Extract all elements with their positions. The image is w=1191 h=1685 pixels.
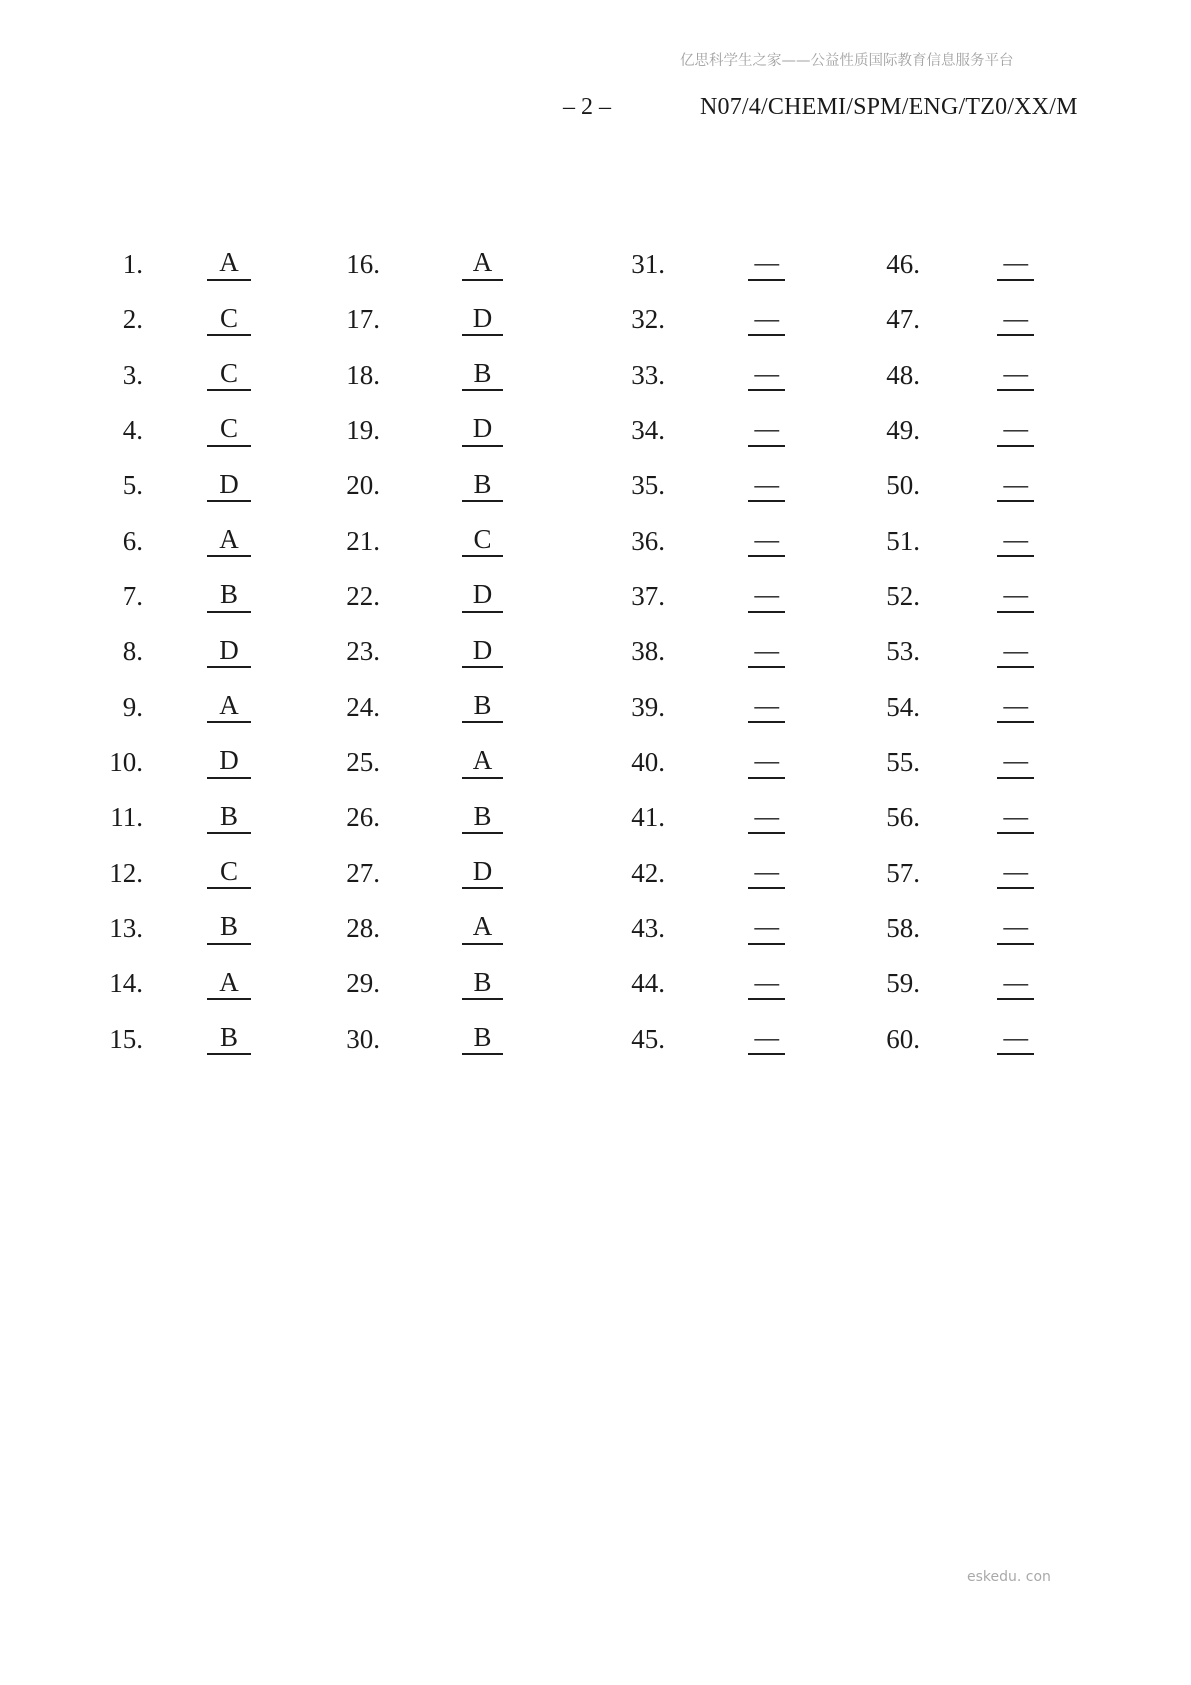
blank-dash: – (1003, 966, 1028, 997)
blank-dash: – (754, 745, 779, 776)
blank-dash: – (1003, 911, 1028, 942)
question-number: 16. (346, 249, 380, 280)
answer-blank (997, 857, 1034, 889)
answer-value: D (207, 636, 251, 668)
watermark: eskedu. con (967, 1569, 1051, 1585)
blank-dash: – (1003, 634, 1028, 665)
answer-blank (748, 968, 785, 1000)
question-number: 59. (886, 968, 920, 999)
answer-row (300, 458, 503, 513)
answer-row (585, 790, 785, 845)
blank-dash: – (754, 1022, 779, 1053)
question-number: 11. (110, 802, 143, 833)
answer-value: D (462, 636, 503, 668)
question-number: 41. (631, 802, 665, 833)
question-number: 13. (109, 913, 143, 944)
answer-row (585, 514, 785, 569)
answer-value: A (462, 746, 503, 778)
question-number: 23. (346, 636, 380, 667)
answer-value: C (462, 525, 503, 557)
question-number: 21. (346, 525, 380, 556)
answer-row (63, 403, 251, 458)
answer-row (300, 403, 503, 458)
answer-row (63, 292, 251, 347)
answer-row (840, 458, 1034, 513)
answer-row (63, 458, 251, 513)
question-number: 24. (346, 691, 380, 722)
answer-row (300, 237, 503, 292)
page-number: – 2 – (563, 94, 611, 120)
question-number: 38. (631, 636, 665, 667)
answer-blank (748, 248, 785, 280)
answer-row (585, 1012, 785, 1067)
answer-value: A (207, 525, 251, 557)
answer-blank (748, 414, 785, 446)
answer-value: B (462, 359, 503, 391)
blank-dash: – (754, 856, 779, 887)
answer-blank (997, 968, 1034, 1000)
answer-row (300, 624, 503, 679)
answer-row (840, 237, 1034, 292)
answer-row (840, 569, 1034, 624)
answer-row (300, 1012, 503, 1067)
question-number: 5. (122, 470, 143, 501)
blank-dash: – (1003, 579, 1028, 610)
blank-dash: – (754, 966, 779, 997)
answer-value: B (462, 691, 503, 723)
answer-blank (748, 691, 785, 723)
question-number: 3. (122, 359, 143, 390)
question-number: 9. (122, 691, 143, 722)
answer-row (840, 735, 1034, 790)
answer-value: C (207, 359, 251, 391)
question-number: 20. (346, 470, 380, 501)
answer-value: B (207, 580, 251, 612)
question-number: 4. (122, 415, 143, 446)
answer-blank (748, 746, 785, 778)
answer-value: B (207, 912, 251, 944)
answer-row (585, 348, 785, 403)
answer-blank (748, 1023, 785, 1055)
question-number: 14. (109, 968, 143, 999)
question-number: 6. (122, 525, 143, 556)
answer-value: A (462, 912, 503, 944)
blank-dash: – (1003, 745, 1028, 776)
question-number: 12. (109, 857, 143, 888)
answer-row (63, 569, 251, 624)
answer-row (63, 956, 251, 1011)
question-number: 40. (631, 747, 665, 778)
question-number: 22. (346, 581, 380, 612)
question-number: 50. (886, 470, 920, 501)
site-banner: 亿思科学生之家——公益性质国际教育信息服务平台 (680, 53, 1014, 69)
blank-dash: – (1003, 856, 1028, 887)
answer-row (63, 237, 251, 292)
answer-row (300, 846, 503, 901)
answer-value: A (207, 248, 251, 280)
answer-value: D (207, 746, 251, 778)
answer-blank (997, 580, 1034, 612)
answer-row (63, 901, 251, 956)
answer-row (63, 514, 251, 569)
answer-blank (997, 359, 1034, 391)
question-number: 7. (122, 581, 143, 612)
answer-row (585, 237, 785, 292)
answer-row (585, 458, 785, 513)
answer-row (840, 846, 1034, 901)
question-number: 31. (631, 249, 665, 280)
answer-column-2 (300, 237, 503, 1067)
answer-blank (997, 746, 1034, 778)
question-number: 26. (346, 802, 380, 833)
blank-dash: – (754, 690, 779, 721)
answer-value: D (207, 470, 251, 502)
answer-row (63, 624, 251, 679)
question-number: 48. (886, 359, 920, 390)
answer-blank (997, 525, 1034, 557)
answer-value: C (207, 857, 251, 889)
blank-dash: – (754, 524, 779, 555)
question-number: 8. (122, 636, 143, 667)
answer-value: B (462, 968, 503, 1000)
answer-row (300, 680, 503, 735)
question-number: 51. (886, 525, 920, 556)
answer-blank (997, 636, 1034, 668)
question-number: 29. (346, 968, 380, 999)
answer-row (585, 680, 785, 735)
blank-dash: – (754, 247, 779, 278)
question-number: 58. (886, 913, 920, 944)
question-number: 15. (109, 1023, 143, 1054)
answer-row (585, 292, 785, 347)
paper-code: N07/4/CHEMI/SPM/ENG/TZ0/XX/M (700, 94, 1078, 120)
answer-row (840, 680, 1034, 735)
answer-value: B (462, 1023, 503, 1055)
answer-blank (748, 802, 785, 834)
answer-blank (748, 912, 785, 944)
question-number: 55. (886, 747, 920, 778)
question-number: 52. (886, 581, 920, 612)
blank-dash: – (754, 413, 779, 444)
blank-dash: – (1003, 247, 1028, 278)
question-number: 2. (122, 304, 143, 335)
blank-dash: – (754, 579, 779, 610)
answer-blank (997, 470, 1034, 502)
answer-row (840, 403, 1034, 458)
answer-blank (748, 636, 785, 668)
question-number: 42. (631, 857, 665, 888)
blank-dash: – (1003, 413, 1028, 444)
blank-dash: – (1003, 358, 1028, 389)
answer-row (585, 735, 785, 790)
question-number: 17. (346, 304, 380, 335)
answer-row (840, 790, 1034, 845)
question-number: 53. (886, 636, 920, 667)
question-number: 39. (631, 691, 665, 722)
question-number: 56. (886, 802, 920, 833)
question-number: 60. (886, 1023, 920, 1054)
answer-row (840, 1012, 1034, 1067)
blank-dash: – (1003, 690, 1028, 721)
question-number: 47. (886, 304, 920, 335)
answer-row (300, 735, 503, 790)
answer-value: D (462, 304, 503, 336)
blank-dash: – (754, 302, 779, 333)
answer-column-1 (63, 237, 251, 1067)
answer-value: D (462, 580, 503, 612)
answer-value: B (207, 802, 251, 834)
answer-blank (997, 248, 1034, 280)
answer-blank (748, 857, 785, 889)
answer-row (840, 624, 1034, 679)
blank-dash: – (1003, 524, 1028, 555)
answer-value: A (462, 248, 503, 280)
answer-value: D (462, 857, 503, 889)
answer-blank (748, 580, 785, 612)
answer-row (63, 348, 251, 403)
answer-column-4 (840, 237, 1034, 1067)
answer-value: A (207, 691, 251, 723)
answer-row (300, 514, 503, 569)
answer-row (585, 901, 785, 956)
answer-row (840, 348, 1034, 403)
question-number: 33. (631, 359, 665, 390)
question-number: 10. (109, 747, 143, 778)
answer-blank (748, 470, 785, 502)
blank-dash: – (754, 358, 779, 389)
answer-row (840, 956, 1034, 1011)
answer-row (63, 680, 251, 735)
answer-row (300, 790, 503, 845)
question-number: 37. (631, 581, 665, 612)
answer-row (63, 1012, 251, 1067)
answer-row (63, 846, 251, 901)
answer-blank (748, 359, 785, 391)
question-number: 49. (886, 415, 920, 446)
answer-row (840, 514, 1034, 569)
answer-value: A (207, 968, 251, 1000)
answer-value: D (462, 414, 503, 446)
answer-blank (997, 802, 1034, 834)
question-number: 57. (886, 857, 920, 888)
question-number: 43. (631, 913, 665, 944)
answer-row (63, 735, 251, 790)
answer-value: B (462, 470, 503, 502)
blank-dash: – (754, 634, 779, 665)
blank-dash: – (754, 911, 779, 942)
answer-row (840, 292, 1034, 347)
answer-row (300, 348, 503, 403)
question-number: 34. (631, 415, 665, 446)
blank-dash: – (1003, 800, 1028, 831)
answer-row (585, 403, 785, 458)
question-number: 44. (631, 968, 665, 999)
answer-column-3 (585, 237, 785, 1067)
question-number: 28. (346, 913, 380, 944)
answer-row (63, 790, 251, 845)
question-number: 30. (346, 1023, 380, 1054)
answer-value: B (462, 802, 503, 834)
question-number: 35. (631, 470, 665, 501)
answer-blank (748, 525, 785, 557)
question-number: 1. (122, 249, 143, 280)
answer-row (300, 901, 503, 956)
question-number: 32. (631, 304, 665, 335)
answer-value: C (207, 414, 251, 446)
answer-value: C (207, 304, 251, 336)
answer-row (585, 624, 785, 679)
question-number: 54. (886, 691, 920, 722)
answer-row (840, 901, 1034, 956)
answer-value: B (207, 1023, 251, 1055)
blank-dash: – (754, 800, 779, 831)
blank-dash: – (1003, 468, 1028, 499)
answer-row (300, 956, 503, 1011)
answer-row (585, 846, 785, 901)
question-number: 18. (346, 359, 380, 390)
question-number: 27. (346, 857, 380, 888)
answer-row (300, 292, 503, 347)
answer-blank (997, 304, 1034, 336)
question-number: 19. (346, 415, 380, 446)
question-number: 25. (346, 747, 380, 778)
answer-blank (997, 414, 1034, 446)
answer-blank (997, 1023, 1034, 1055)
answer-row (585, 956, 785, 1011)
answer-row (585, 569, 785, 624)
answer-row (300, 569, 503, 624)
blank-dash: – (1003, 302, 1028, 333)
blank-dash: – (754, 468, 779, 499)
answer-blank (748, 304, 785, 336)
question-number: 45. (631, 1023, 665, 1054)
question-number: 46. (886, 249, 920, 280)
blank-dash: – (1003, 1022, 1028, 1053)
answer-blank (997, 691, 1034, 723)
question-number: 36. (631, 525, 665, 556)
answer-blank (997, 912, 1034, 944)
